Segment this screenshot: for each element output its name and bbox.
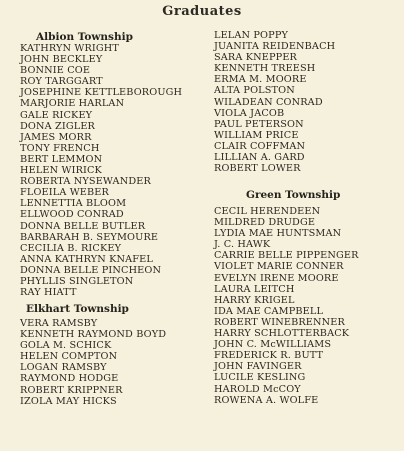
- graduate-name: HAROLD McCOY: [214, 383, 301, 395]
- graduate-name: MILDRED DRUDGE: [214, 217, 316, 229]
- graduate-name: CECILIA B. RICKEY: [20, 242, 122, 254]
- graduate-name: IZOLA MAY HICKS: [20, 395, 117, 407]
- graduate-name: FLOEILA WEBER: [20, 187, 109, 199]
- elkhart-township-heading: Elkhart Township: [26, 303, 129, 315]
- graduate-name: LAURA LEITCH: [214, 283, 295, 295]
- graduate-name: VERA RAMSBY: [20, 318, 98, 329]
- graduate-name: FREDERICK R. BUTT: [214, 350, 324, 362]
- graduate-name: ALTA POLSTON: [214, 85, 295, 97]
- graduate-name: LELAN POPPY: [214, 30, 289, 41]
- graduate-name: VIOLET MARIE CONNER: [214, 261, 344, 273]
- graduate-name: CECIL HERENDEEN: [214, 206, 321, 217]
- graduate-name: DONA ZIGLER: [20, 120, 96, 132]
- graduate-name: VIOLA JACOB: [214, 107, 285, 119]
- albion-continued-names-list: [214, 30, 394, 174]
- graduate-name: JUANITA REIDENBACH: [214, 41, 336, 53]
- graduate-name: BONNIE COE: [20, 65, 91, 77]
- graduate-name: LYDIA MAE HUNTSMAN: [214, 228, 342, 240]
- graduate-name: WILLIAM PRICE: [214, 129, 299, 141]
- elkhart-names-list: [20, 318, 166, 407]
- graduate-name: ERMA M. MOORE: [214, 74, 307, 86]
- graduate-name: ROWENA A. WOLFE: [214, 394, 319, 406]
- graduate-name: CARRIE BELLE PIPPENGER: [214, 250, 359, 262]
- graduate-name: TONY FRENCH: [20, 142, 100, 154]
- graduate-name: LUCILE KESLING: [214, 372, 306, 384]
- graduate-name: JOSEPHINE KETTLEBOROUGH: [20, 87, 183, 99]
- graduate-name: JOHN BECKLEY: [20, 54, 103, 66]
- graduate-name: WILADEAN CONRAD: [214, 96, 323, 108]
- albion-township-heading: Albion Township: [36, 31, 133, 43]
- graduate-name: HELEN COMPTON: [20, 351, 118, 363]
- graduate-name: RAY HIATT: [20, 287, 77, 299]
- graduate-name: PHYLLIS SINGLETON: [20, 275, 134, 287]
- graduate-name: BERT LEMMON: [20, 153, 103, 165]
- page-title: Graduates: [162, 4, 242, 19]
- graduate-name: ROBERT LOWER: [214, 163, 301, 175]
- graduate-name: JOHN C. McWILLIAMS: [214, 339, 332, 351]
- graduate-name: DONNA BELLE BUTLER: [20, 220, 146, 232]
- graduate-name: KENNETH RAYMOND BOYD: [20, 329, 167, 341]
- graduate-name: ANNA KATHRYN KNAFEL: [20, 253, 153, 265]
- graduate-name: DONNA BELLE PINCHEON: [20, 264, 162, 276]
- graduate-name: BARBARAH B. SEYMOURE: [20, 231, 159, 243]
- graduate-name: ELLWOOD CONRAD: [20, 209, 124, 221]
- graduate-name: LOGAN RAMSBY: [20, 362, 107, 374]
- graduate-name: GOLA M. SCHICK: [20, 340, 112, 352]
- green-township-heading: Green Township: [246, 189, 341, 201]
- left-column: [20, 31, 202, 298]
- graduate-name: JAMES MORR: [20, 131, 92, 143]
- graduate-name: JOHN FAVINGER: [214, 361, 302, 373]
- graduate-name: GALE RICKEY: [20, 109, 93, 121]
- graduate-name: HELEN WIRICK: [20, 165, 102, 177]
- graduate-name: KENNETH TREESH: [214, 63, 316, 75]
- graduate-name: KATHRYN WRIGHT: [20, 43, 119, 54]
- graduate-name: EVELYN IRENE MOORE: [214, 272, 339, 284]
- graduate-name: IDA MAE CAMPBELL: [214, 305, 324, 317]
- graduate-name: LILLIAN A. GARD: [214, 152, 305, 164]
- graduate-name: CLAIR COFFMAN: [214, 140, 306, 152]
- graduate-name: ROBERT KRIPPNER: [20, 384, 123, 396]
- green-names-list: [214, 206, 359, 406]
- graduate-name: LENNETTIA BLOOM: [20, 198, 127, 210]
- graduate-name: HARRY KRIGEL: [214, 294, 295, 306]
- graduate-name: PAUL PETERSON: [214, 118, 304, 130]
- graduate-name: RAYMOND HODGE: [20, 373, 119, 385]
- graduate-name: ROBERT WINEBRENNER: [214, 316, 345, 328]
- graduate-name: SARA KNEPPER: [214, 52, 297, 64]
- graduate-name: ROBERTA NYSEWANDER: [20, 176, 151, 188]
- albion-names-list: [20, 43, 202, 298]
- graduate-name: HARRY SCHLOTTERBACK: [214, 328, 350, 340]
- graduate-name: ROY TARGGART: [20, 76, 103, 88]
- graduate-name: J. C. HAWK: [214, 239, 271, 251]
- graduate-name: MARJORIE HARLAN: [20, 98, 125, 110]
- right-column: [214, 30, 394, 174]
